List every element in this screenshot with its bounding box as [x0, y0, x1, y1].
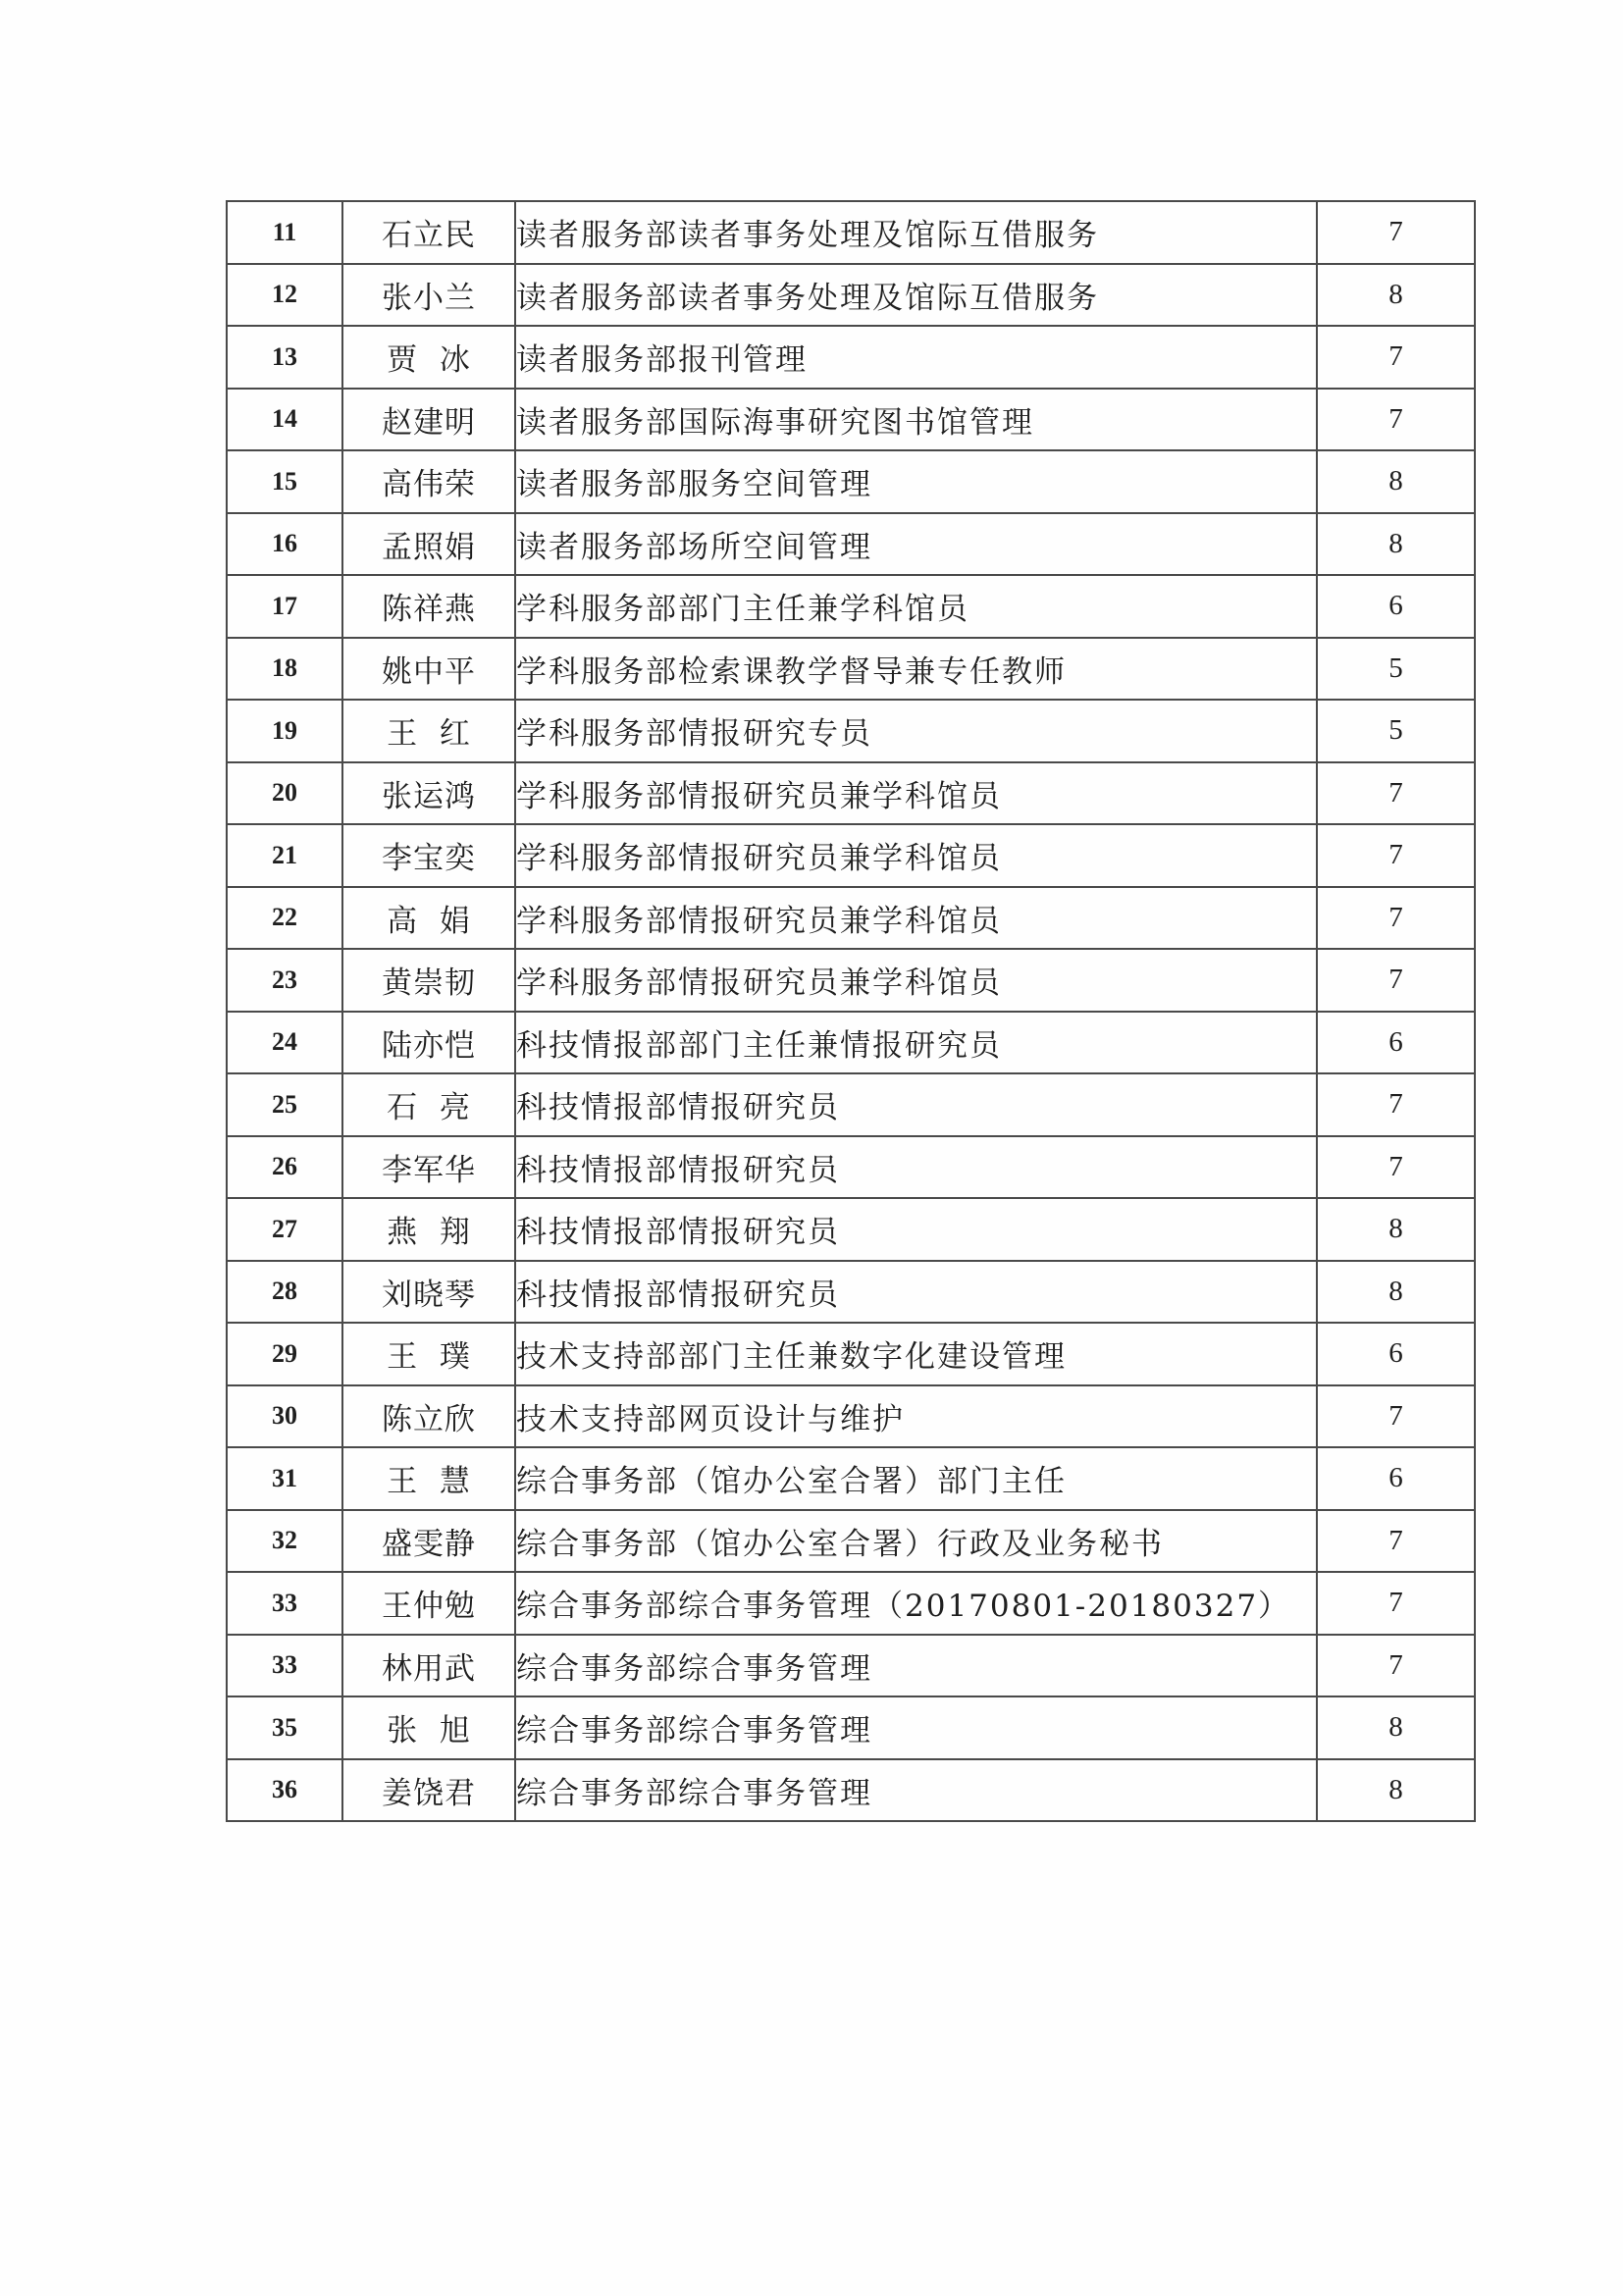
staff-name: 贾 冰 — [342, 326, 515, 389]
staff-duty: 学科服务部情报研究员兼学科馆员 — [515, 887, 1317, 950]
staff-name: 李军华 — [342, 1136, 515, 1199]
staff-duty: 学科服务部部门主任兼学科馆员 — [515, 575, 1317, 638]
row-number: 28 — [227, 1261, 342, 1324]
staff-duty: 技术支持部部门主任兼数字化建设管理 — [515, 1323, 1317, 1385]
staff-duty: 综合事务部综合事务管理（20170801-20180327） — [515, 1572, 1317, 1635]
staff-duty: 综合事务部综合事务管理 — [515, 1635, 1317, 1697]
table-row — [227, 1012, 1475, 1074]
staff-duty: 科技情报部情报研究员 — [515, 1261, 1317, 1324]
row-number: 32 — [227, 1510, 342, 1573]
table-row — [227, 450, 1475, 513]
staff-score: 8 — [1317, 264, 1475, 327]
staff-duty: 读者服务部服务空间管理 — [515, 450, 1317, 513]
staff-name: 张运鸿 — [342, 762, 515, 825]
staff-score: 5 — [1317, 700, 1475, 762]
row-number: 31 — [227, 1447, 342, 1510]
staff-name: 李宝奕 — [342, 824, 515, 887]
row-number: 11 — [227, 201, 342, 264]
staff-duty: 科技情报部情报研究员 — [515, 1198, 1317, 1261]
table-row — [227, 1198, 1475, 1261]
staff-name: 高 娟 — [342, 887, 515, 950]
table-row — [227, 201, 1475, 264]
row-number: 18 — [227, 638, 342, 701]
staff-name: 盛雯静 — [342, 1510, 515, 1573]
table-row — [227, 575, 1475, 638]
staff-score: 8 — [1317, 1759, 1475, 1822]
row-number: 23 — [227, 949, 342, 1012]
row-number: 22 — [227, 887, 342, 950]
staff-duty: 综合事务部（馆办公室合署）部门主任 — [515, 1447, 1317, 1510]
row-number: 33 — [227, 1572, 342, 1635]
staff-score: 7 — [1317, 949, 1475, 1012]
table-row — [227, 1261, 1475, 1324]
table-row — [227, 700, 1475, 762]
staff-name: 王 璞 — [342, 1323, 515, 1385]
staff-duty: 读者服务部场所空间管理 — [515, 513, 1317, 576]
table-row — [227, 1136, 1475, 1199]
row-number: 15 — [227, 450, 342, 513]
table-row — [227, 638, 1475, 701]
staff-name: 高伟荣 — [342, 450, 515, 513]
staff-score: 6 — [1317, 1012, 1475, 1074]
staff-duty: 科技情报部情报研究员 — [515, 1073, 1317, 1136]
staff-name: 张小兰 — [342, 264, 515, 327]
row-number: 26 — [227, 1136, 342, 1199]
staff-duty: 科技情报部部门主任兼情报研究员 — [515, 1012, 1317, 1074]
staff-score: 8 — [1317, 1261, 1475, 1324]
staff-score: 7 — [1317, 887, 1475, 950]
staff-score: 8 — [1317, 513, 1475, 576]
staff-duty: 综合事务部综合事务管理 — [515, 1696, 1317, 1759]
staff-score-table — [226, 200, 1476, 1822]
table-row — [227, 1447, 1475, 1510]
staff-duty: 学科服务部情报研究员兼学科馆员 — [515, 762, 1317, 825]
staff-name: 姜饶君 — [342, 1759, 515, 1822]
staff-name: 姚中平 — [342, 638, 515, 701]
table-row — [227, 389, 1475, 451]
row-number: 30 — [227, 1385, 342, 1448]
row-number: 35 — [227, 1696, 342, 1759]
staff-duty: 读者服务部读者事务处理及馆际互借服务 — [515, 201, 1317, 264]
staff-duty: 学科服务部检索课教学督导兼专任教师 — [515, 638, 1317, 701]
staff-score: 7 — [1317, 1073, 1475, 1136]
staff-name: 石立民 — [342, 201, 515, 264]
staff-score: 5 — [1317, 638, 1475, 701]
row-number: 13 — [227, 326, 342, 389]
row-number: 16 — [227, 513, 342, 576]
staff-name: 王 红 — [342, 700, 515, 762]
row-number: 14 — [227, 389, 342, 451]
staff-score: 8 — [1317, 450, 1475, 513]
row-number: 24 — [227, 1012, 342, 1074]
staff-name: 赵建明 — [342, 389, 515, 451]
staff-duty: 读者服务部国际海事研究图书馆管理 — [515, 389, 1317, 451]
staff-score: 6 — [1317, 1323, 1475, 1385]
row-number: 17 — [227, 575, 342, 638]
row-number: 25 — [227, 1073, 342, 1136]
table-row — [227, 513, 1475, 576]
table-row — [227, 949, 1475, 1012]
staff-name: 陈祥燕 — [342, 575, 515, 638]
table-row — [227, 887, 1475, 950]
row-number: 29 — [227, 1323, 342, 1385]
staff-score: 7 — [1317, 201, 1475, 264]
table-row — [227, 1759, 1475, 1822]
staff-score: 7 — [1317, 1635, 1475, 1697]
table-row — [227, 326, 1475, 389]
row-number: 33 — [227, 1635, 342, 1697]
staff-score: 7 — [1317, 389, 1475, 451]
staff-score: 6 — [1317, 575, 1475, 638]
staff-name: 张 旭 — [342, 1696, 515, 1759]
staff-duty: 技术支持部网页设计与维护 — [515, 1385, 1317, 1448]
table-row — [227, 1073, 1475, 1136]
staff-duty: 读者服务部报刊管理 — [515, 326, 1317, 389]
staff-duty: 读者服务部读者事务处理及馆际互借服务 — [515, 264, 1317, 327]
staff-name: 刘晓琴 — [342, 1261, 515, 1324]
staff-score: 7 — [1317, 824, 1475, 887]
staff-score: 7 — [1317, 762, 1475, 825]
staff-score: 7 — [1317, 326, 1475, 389]
staff-name: 石 亮 — [342, 1073, 515, 1136]
staff-duty: 学科服务部情报研究专员 — [515, 700, 1317, 762]
staff-score: 7 — [1317, 1510, 1475, 1573]
row-number: 21 — [227, 824, 342, 887]
row-number: 20 — [227, 762, 342, 825]
staff-duty: 学科服务部情报研究员兼学科馆员 — [515, 949, 1317, 1012]
table-row — [227, 1385, 1475, 1448]
staff-name: 孟照娟 — [342, 513, 515, 576]
staff-duty: 科技情报部情报研究员 — [515, 1136, 1317, 1199]
staff-name: 黄崇韧 — [342, 949, 515, 1012]
staff-name: 陆亦恺 — [342, 1012, 515, 1074]
row-number: 19 — [227, 700, 342, 762]
staff-name: 燕 翔 — [342, 1198, 515, 1261]
table-row — [227, 264, 1475, 327]
staff-score: 7 — [1317, 1385, 1475, 1448]
row-number: 12 — [227, 264, 342, 327]
staff-name: 林用武 — [342, 1635, 515, 1697]
table-row — [227, 1635, 1475, 1697]
table-row — [227, 762, 1475, 825]
table-row — [227, 1323, 1475, 1385]
table-body — [227, 201, 1475, 1821]
staff-duty: 综合事务部（馆办公室合署）行政及业务秘书 — [515, 1510, 1317, 1573]
staff-score: 8 — [1317, 1696, 1475, 1759]
staff-duty: 学科服务部情报研究员兼学科馆员 — [515, 824, 1317, 887]
table-row — [227, 1510, 1475, 1573]
staff-score: 8 — [1317, 1198, 1475, 1261]
staff-name: 王 慧 — [342, 1447, 515, 1510]
staff-score: 6 — [1317, 1447, 1475, 1510]
table-row — [227, 824, 1475, 887]
staff-score: 7 — [1317, 1572, 1475, 1635]
staff-duty: 综合事务部综合事务管理 — [515, 1759, 1317, 1822]
table-row — [227, 1696, 1475, 1759]
staff-score: 7 — [1317, 1136, 1475, 1199]
row-number: 27 — [227, 1198, 342, 1261]
staff-name: 王仲勉 — [342, 1572, 515, 1635]
row-number: 36 — [227, 1759, 342, 1822]
table-row — [227, 1572, 1475, 1635]
staff-name: 陈立欣 — [342, 1385, 515, 1448]
